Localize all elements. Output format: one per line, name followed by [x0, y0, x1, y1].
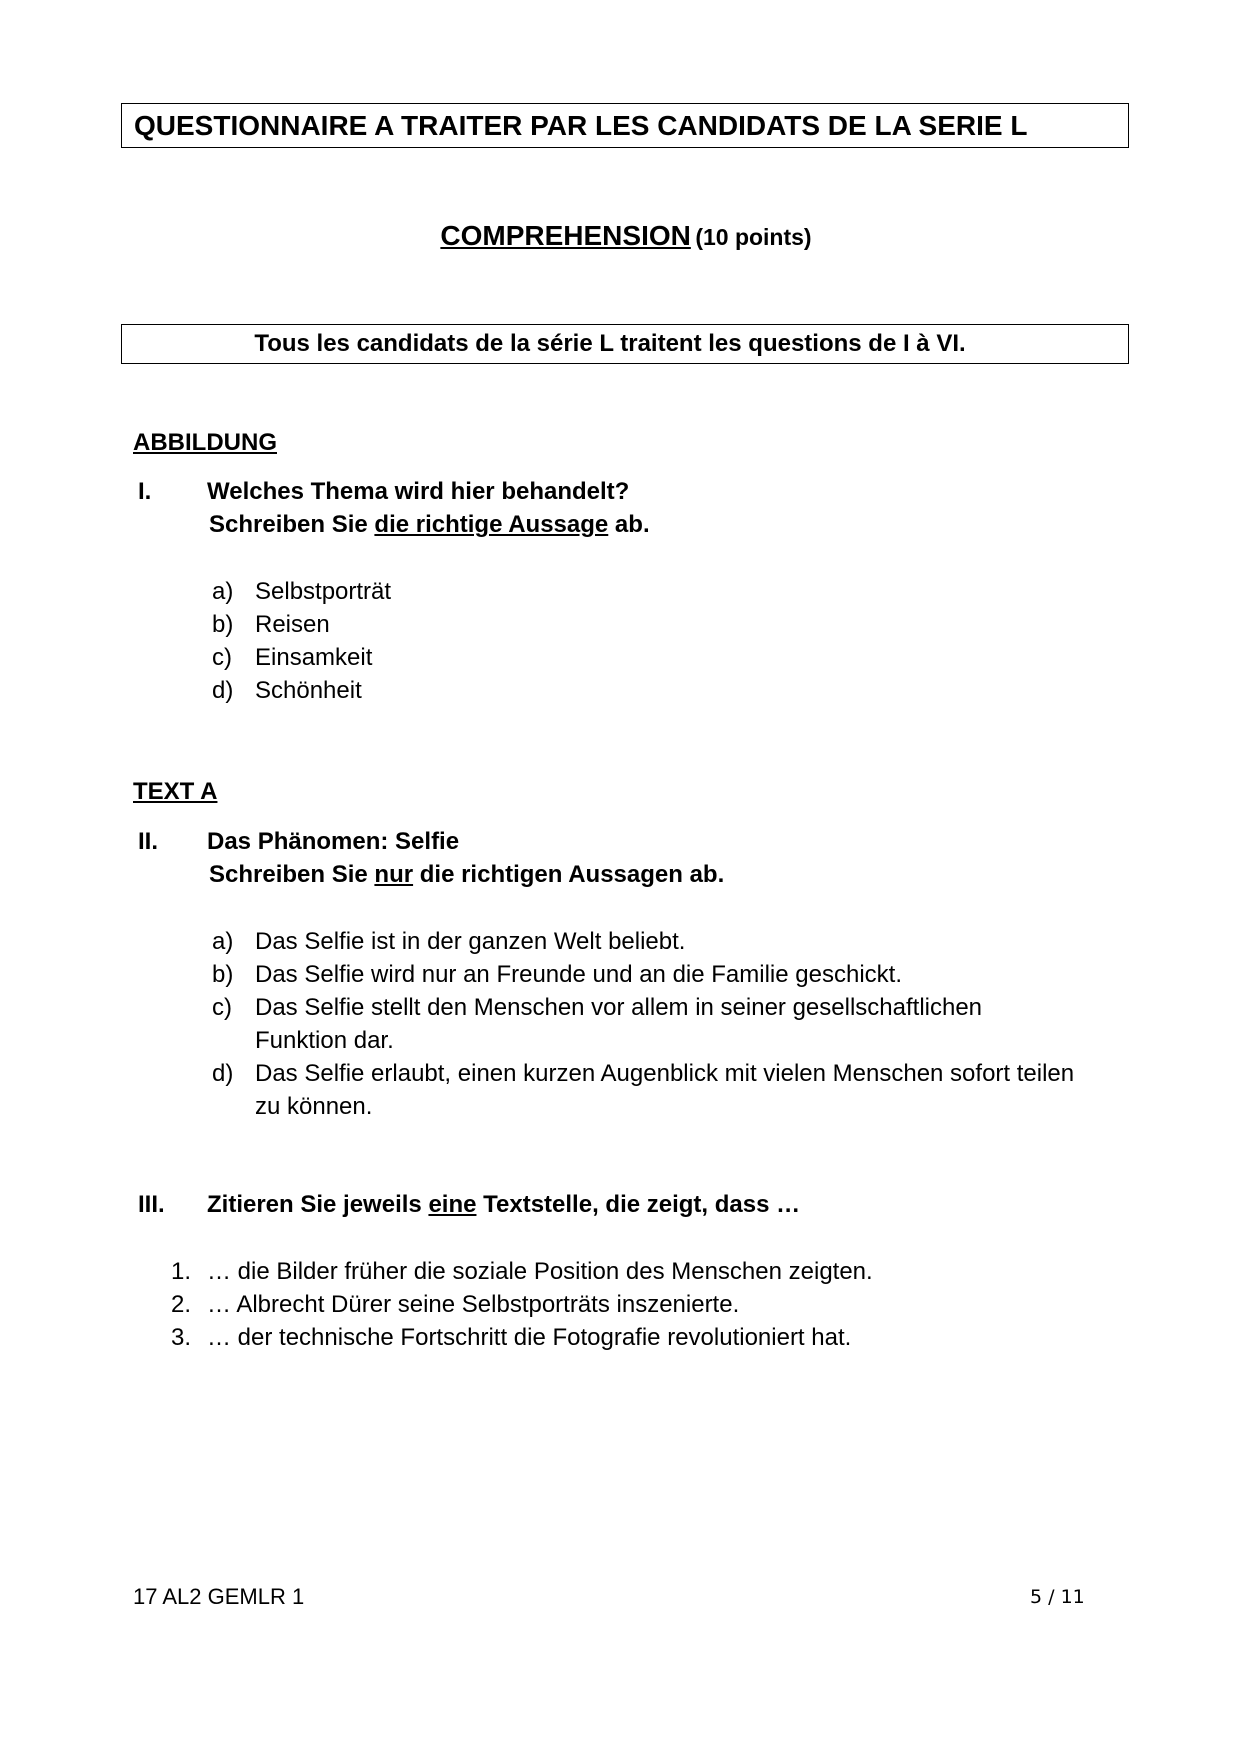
question-prompt: [207, 1191, 800, 1219]
instruction-text: Tous les candidats de la série L traitent les questions de I à VI.: [254, 330, 966, 357]
item-number: 3.: [171, 1324, 192, 1351]
option-text: Einsamkeit: [255, 644, 373, 671]
option-text-continued: Funktion dar.: [255, 1027, 394, 1054]
instruction-underlined: nur: [374, 861, 414, 888]
footer-code: 17 AL2 GEMLR 1: [133, 1584, 305, 1609]
question-instruction: [209, 861, 724, 889]
option-item: [212, 1060, 1074, 1088]
option-item: [212, 961, 902, 989]
numbered-item: [171, 1291, 739, 1319]
option-text: Das Selfie ist in der ganzen Welt beliebt.: [255, 928, 686, 955]
question-prompt: Welches Thema wird hier behandelt?: [207, 478, 630, 505]
question-instruction: [209, 511, 650, 539]
option-text: Das Selfie wird nur an Freunde und an die Familie geschickt.: [255, 961, 902, 988]
option-text: Das Selfie erlaubt, einen kurzen Augenblick mit vielen Menschen sofort teilen: [255, 1060, 1075, 1087]
question-number: II.: [138, 828, 159, 855]
option-text: Selbstporträt: [255, 578, 392, 605]
option-label: b): [212, 611, 234, 638]
prompt-part: Zitieren Sie jeweils: [207, 1191, 429, 1218]
option-label: c): [212, 994, 232, 1021]
item-number: 2.: [171, 1291, 192, 1318]
instruction-part: Schreiben Sie: [209, 511, 375, 538]
option-label: d): [212, 1060, 234, 1087]
question-number: I.: [138, 478, 152, 505]
option-text: Reisen: [255, 611, 330, 638]
item-text: … der technische Fortschritt die Fotografie revolutioniert hat.: [207, 1324, 852, 1351]
prompt-underlined: eine: [428, 1191, 477, 1218]
numbered-item: [171, 1258, 873, 1286]
instruction-part: ab.: [608, 511, 650, 538]
option-item: [212, 677, 362, 705]
option-label: a): [212, 928, 234, 955]
question-prompt: Das Phänomen: Selfie: [207, 828, 460, 855]
instruction-box: [121, 324, 1129, 364]
comprehension-heading: COMPREHENSION: [440, 220, 691, 251]
series-header-text: QUESTIONNAIRE A TRAITER PAR LES CANDIDATS DE LA SERIE L: [134, 109, 1028, 141]
section-heading-text-a: TEXT A: [133, 778, 218, 805]
question-number: III.: [138, 1191, 165, 1218]
option-item: [212, 611, 330, 639]
prompt-part: Textstelle, die zeigt, dass …: [476, 1191, 801, 1218]
item-text: … Albrecht Dürer seine Selbstporträts inszenierte.: [207, 1291, 740, 1318]
option-label: b): [212, 961, 234, 988]
option-item: [212, 578, 391, 606]
option-text-continued: zu können.: [255, 1093, 373, 1120]
instruction-part: die richtigen Aussagen ab.: [413, 861, 725, 888]
instruction-part: Schreiben Sie: [209, 861, 375, 888]
option-label: d): [212, 677, 234, 704]
option-text: Schönheit: [255, 677, 362, 704]
item-text: … die Bilder früher die soziale Position des Menschen zeigten.: [207, 1258, 873, 1285]
option-item: [212, 644, 372, 672]
option-label: a): [212, 578, 234, 605]
instruction-underlined: die richtige Aussage: [374, 511, 609, 538]
option-item: [212, 994, 982, 1022]
comprehension-title: [0, 220, 1240, 252]
section-heading-abbildung: ABBILDUNG: [133, 429, 277, 456]
page-number: 5 / 11: [1030, 1586, 1085, 1608]
option-label: c): [212, 644, 232, 671]
item-number: 1.: [171, 1258, 192, 1285]
option-item: [212, 928, 685, 956]
numbered-item: [171, 1324, 851, 1352]
option-text: Das Selfie stellt den Menschen vor allem in seiner gesellschaftlichen: [255, 994, 983, 1021]
series-header-box: [121, 103, 1129, 148]
comprehension-points: (10 points): [695, 224, 812, 250]
